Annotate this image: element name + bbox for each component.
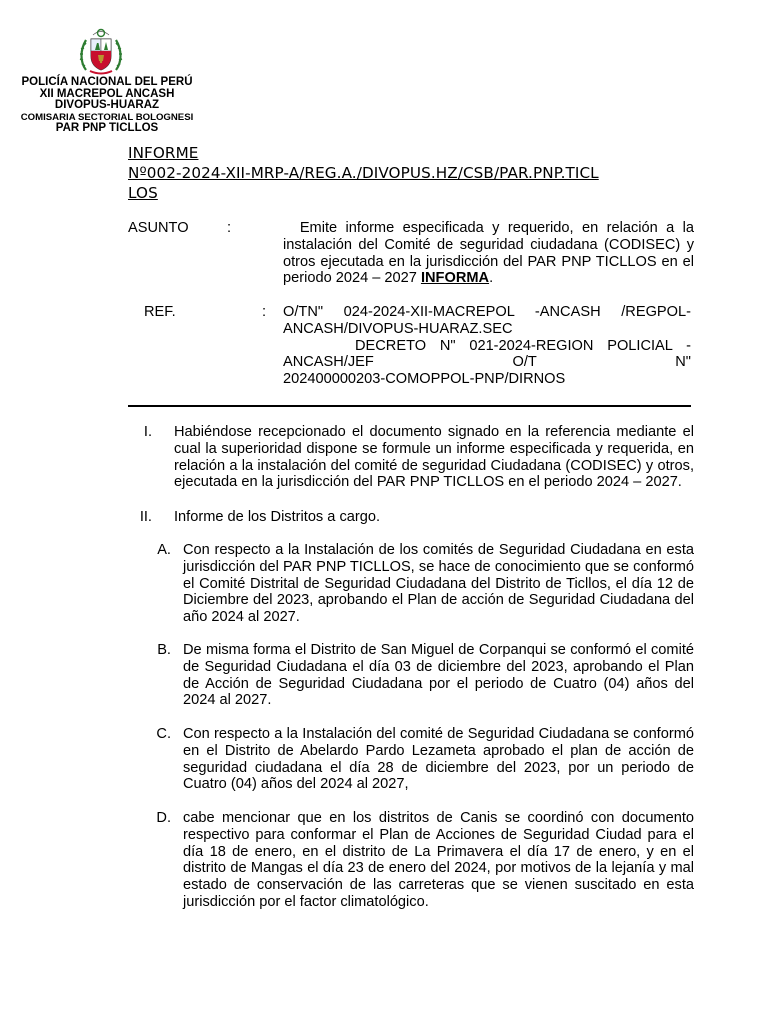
ref-label: REF.: [144, 304, 176, 320]
subsection-marker: D.: [156, 810, 171, 826]
subsection-text: Con respecto a la Instalación de los comités de Seguridad Ciudadana en esta jurisdicción del PAR PNP TICLLOS, se hace de conocimiento que se conformó el Comité Distrital de Seguridad Ciudadana del Distrito de Ticllos, el día 12 de Diciembre del 2023, aprobando el Plan de acción de Seguridad Ciudadana del año 2024 al 2027.: [183, 542, 694, 626]
ref-line-2: ANCASH/DIVOPUS-HUARAZ.SEC: [283, 320, 513, 337]
subsection-marker: B.: [157, 642, 171, 658]
section-text: Habiéndose recepcionado el documento signado en la referencia mediante el cual la superioridad dispone se formule un informe especificada y requerida, en relación a la instalación del comité de seguridad Ciudadana (CODISEC) y otros, ejecutada en la jurisdicción del PAR PNP TICLLOS en el periodo 2024 – 2027.: [174, 424, 694, 491]
ref-line-1: O/TN" 024-2024-XII-MACREPOL -ANCASH /REGPOL-: [283, 304, 691, 320]
asunto-colon: :: [227, 220, 232, 236]
subsection-text: cabe mencionar que en los distritos de Canis se coordinó con documento respectivo para conformar el Plan de Acciones de Seguridad Ciudad para el día 18 de enero, en el distrito de La Primavera el día 17 de enero, y en el distrito de Mangas el día 23 de enero del 2024, por motivos de la lejanía y mal estado de conservación de las carreteras que se vienen suscitado en esta jurisdicción por el factor climatológico.: [183, 810, 694, 910]
subsection-text: Con respecto a la Instalación del comité de Seguridad Ciudadana se conformó en el Distrito de Abelardo Pardo Lezameta aprobado el plan de acción de seguridad ciudadana el día 28 de diciembre del 2023, por un periodo de Cuatro (04) años del 2024 al 2027,: [183, 726, 694, 793]
report-title: [128, 143, 698, 203]
ref-line-4: ANCASH/JEF O/T N": [283, 354, 691, 371]
asunto-text: [283, 220, 694, 287]
section-marker: II.: [139, 509, 152, 525]
title-line-2: Nº002-2024-XII-MRP-A/REG.A./DIVOPUS.HZ/CSB/PAR.PNP.TICL: [128, 164, 599, 182]
header-line-2: XII MACREPOL ANCASH: [39, 87, 175, 100]
ref-text: [283, 304, 691, 388]
subsection-marker: A.: [157, 542, 171, 558]
asunto-emphasis: INFORMA: [420, 270, 490, 287]
asunto-body: Emite informe especificada y requerido, en relación a la instalación del Comité de seguridad ciudadana (CODISEC) y otros ejecutada en la jurisdicción del PAR PNP TICLLOS en el periodo 2024 – 2027: [283, 220, 695, 287]
title-line-3: LOS: [128, 184, 158, 202]
section-text: Informe de los Distritos a cargo.: [174, 509, 381, 525]
header-line-4: COMISARIA SECTORIAL BOLOGNESI: [20, 111, 194, 123]
asunto-end: .: [489, 270, 494, 287]
title-line-1: INFORME: [128, 144, 199, 162]
coat-of-arms-icon: [76, 26, 126, 76]
institution-header: [8, 77, 206, 135]
asunto-label: ASUNTO: [128, 220, 189, 236]
section-marker: I.: [143, 424, 152, 440]
ref-colon: :: [262, 304, 267, 320]
subsection-marker: C.: [156, 726, 171, 742]
ref-line-3: DECRETO N" 021-2024-REGION POLICIAL -: [355, 337, 691, 354]
subsection-text: De misma forma el Distrito de San Miguel de Corpanqui se conformó el comité de Seguridad Ciudadana el día 03 de diciembre del 2023, aprobando el Plan de Acción de Seguridad Ciudadana por el periodo de Cuatro (04) años del 2024 al 2027.: [183, 642, 694, 709]
separator-line: [128, 405, 691, 407]
ref-line-5: 202400000203-COMOPPOL-PNP/DIRNOS: [283, 371, 566, 388]
header-line-1: POLICÍA NACIONAL DEL PERÚ: [21, 76, 193, 88]
header-line-5: PAR PNP TICLLOS: [55, 122, 159, 134]
header-line-3: DIVOPUS-HUARAZ: [54, 99, 160, 111]
coat-of-arms-logo: [76, 26, 126, 76]
